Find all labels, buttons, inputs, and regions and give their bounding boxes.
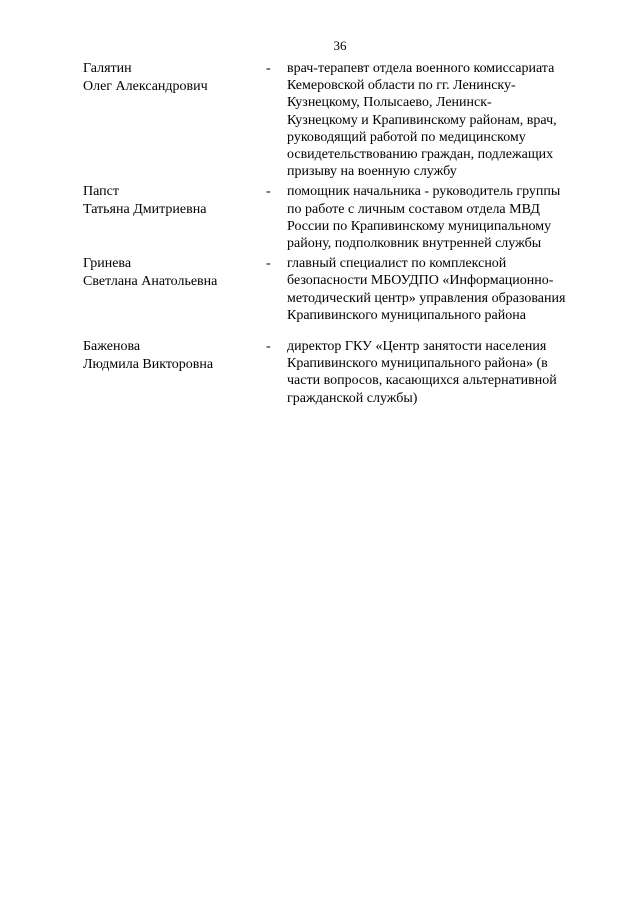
member-position <box>287 338 603 407</box>
position-line: Кузнецкому, Полысаево, Ленинск- <box>287 95 492 111</box>
member-surname: Баженова <box>83 339 141 355</box>
position-line: по работе с личным составом отдела МВД <box>287 201 540 217</box>
member-name <box>83 255 258 291</box>
member-list <box>0 60 640 407</box>
entry-dash: - <box>266 256 271 272</box>
member-position <box>287 183 603 252</box>
position-line: директор ГКУ «Центр занятости населения <box>287 339 547 355</box>
member-entry-papst <box>0 183 640 252</box>
position-line: призыву на военную службу <box>287 164 457 180</box>
member-surname: Гринева <box>83 256 132 272</box>
page-number: 36 <box>333 38 347 53</box>
position-line: Кузнецкому и Крапивинскому районам, врач, <box>287 112 557 128</box>
member-name <box>83 183 258 219</box>
member-given-name: Татьяна Дмитриевна <box>83 202 207 218</box>
member-surname: Папст <box>83 184 119 200</box>
member-name <box>83 338 258 374</box>
position-line: Крапивинского муниципального района <box>287 307 526 323</box>
position-line: Кемеровской области по гг. Ленинску- <box>287 78 516 94</box>
member-surname: Галятин <box>83 61 132 76</box>
position-line: главный специалист по комплексной <box>287 256 507 272</box>
position-line: части вопросов, касающихся альтернативной <box>287 373 557 389</box>
position-line: руководящий работой по медицинскому <box>287 129 526 145</box>
position-line: помощник начальника - руководитель группы <box>287 184 561 200</box>
member-given-name: Светлана Анатольевна <box>83 274 218 290</box>
position-line: врач-терапевт отдела военного комиссариата <box>287 61 555 76</box>
member-name <box>83 60 258 96</box>
position-line: району, подполковник внутренней службы <box>287 236 542 252</box>
position-line: безопасности МБОУДПО «Информационно- <box>287 273 554 289</box>
member-entry-bazhenova <box>0 338 640 407</box>
member-given-name: Людмила Викторовна <box>83 357 214 373</box>
entry-dash: - <box>266 61 271 76</box>
member-position <box>287 255 603 324</box>
entry-dash: - <box>266 184 271 200</box>
position-line: гражданской службы) <box>287 390 418 406</box>
member-entry-grineva <box>0 255 640 324</box>
member-given-name: Олег Александрович <box>83 79 208 94</box>
position-line: России по Крапивинскому муниципальному <box>287 218 552 234</box>
position-line: освидетельствованию граждан, подлежащих <box>287 147 554 163</box>
entry-dash: - <box>266 339 271 355</box>
position-line: Крапивинского муниципального района» (в <box>287 356 548 372</box>
position-line: методический центр» управления образования <box>287 290 566 306</box>
member-entry-galyatin <box>0 60 640 180</box>
member-position <box>287 60 603 180</box>
